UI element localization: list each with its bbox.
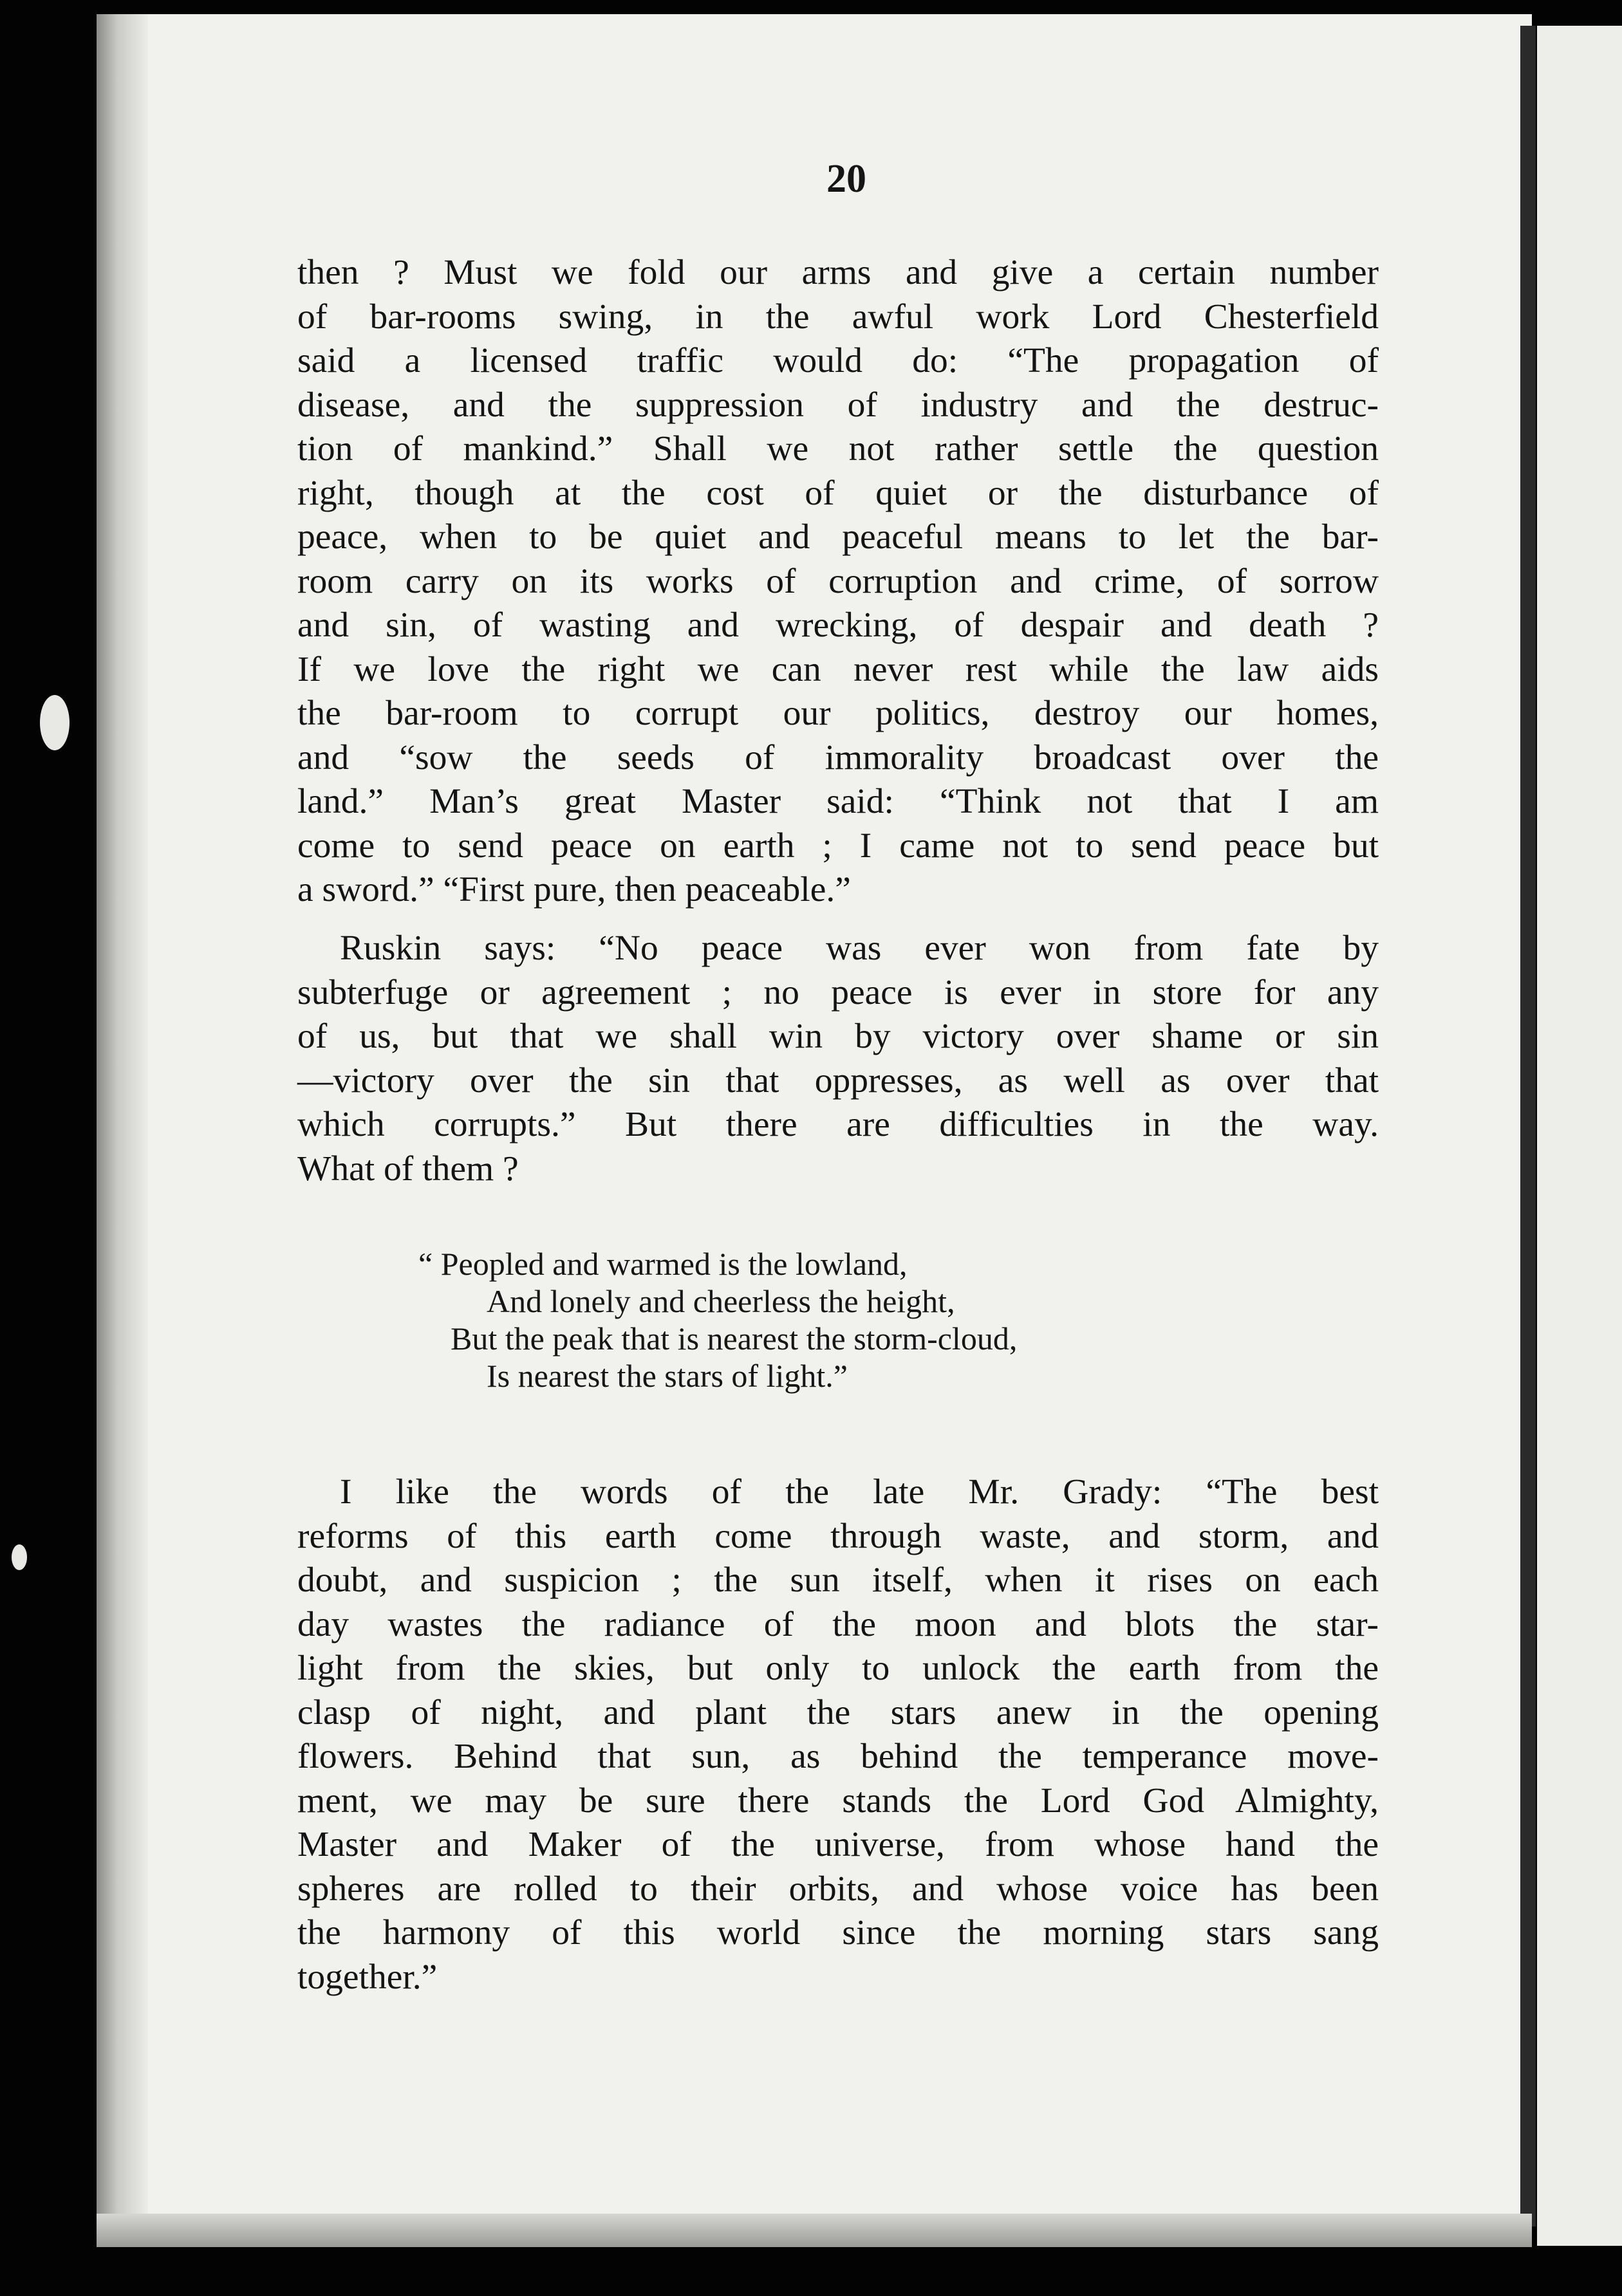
poem-line: “ Peopled and warmed is the lowland, <box>418 1246 908 1282</box>
text-line: flowers. Behind that sun, as behind the temperance move- <box>297 1737 1379 1776</box>
text-line: —victory over the sin that oppresses, as well as over that <box>297 1060 1379 1100</box>
text-line: of bar-rooms swing, in the awful work Lord Chesterfield <box>297 297 1379 337</box>
paragraph-2 <box>297 927 1379 1191</box>
text-line: doubt, and suspicion ; the sun itself, when it rises on each <box>297 1560 1379 1600</box>
text-line: the harmony of this world since the morning stars sang <box>297 1913 1379 1952</box>
text-line: said a licensed traffic would do: “The propagation of <box>297 341 1379 380</box>
poem-line: But the peak that is nearest the storm-cloud, <box>451 1320 1018 1356</box>
text-line: a sword.” “First pure, then peaceable.” <box>297 870 851 909</box>
adjacent-page-edge <box>1537 26 1622 2246</box>
text-line: clasp of night, and plant the stars anew in the opening <box>297 1692 1379 1732</box>
poem-line: And lonely and cheerless the height, <box>487 1283 955 1319</box>
text-line: the bar-room to corrupt our politics, destroy our homes, <box>297 694 1379 733</box>
text-line: If we love the right we can never rest while the law aids <box>297 649 1379 689</box>
text-line: come to send peace on earth ; I came not to send peace but <box>297 826 1379 866</box>
text-line: What of them ? <box>297 1149 519 1189</box>
text-line: and “sow the seeds of immorality broadcast over the <box>297 737 1379 777</box>
poem-quote <box>418 1245 1017 1394</box>
page-edge <box>1520 26 1536 2227</box>
scan-speck <box>12 1544 27 1570</box>
text-line: light from the skies, but only to unlock the earth from the <box>297 1649 1379 1688</box>
text-line: land.” Man’s great Master said: “Think not that I am <box>297 782 1379 821</box>
text-line: right, though at the cost of quiet or the disturbance of <box>297 473 1379 513</box>
text-line: Ruskin says: “No peace was ever won from fate by <box>340 929 1379 968</box>
poem-line: Is nearest the stars of light.” <box>487 1358 848 1394</box>
page-gutter-shadow <box>97 14 148 2247</box>
paragraph-1 <box>297 251 1379 912</box>
text-line: room carry on its works of corruption and crime, of sorrow <box>297 561 1379 601</box>
page-bottom-edge <box>97 2214 1532 2247</box>
text-line: together.” <box>297 1957 438 1997</box>
scan-speck <box>40 695 70 750</box>
page-number: 20 <box>826 157 866 201</box>
text-line: I like the words of the late Mr. Grady: “The best <box>340 1472 1379 1512</box>
text-line: spheres are rolled to their orbits, and whose voice has been <box>297 1869 1379 1909</box>
paragraph-3 <box>297 1470 1379 1999</box>
text-line: then ? Must we fold our arms and give a certain number <box>297 253 1379 292</box>
text-line: reforms of this earth come through waste, and storm, and <box>297 1516 1379 1556</box>
text-line: of us, but that we shall win by victory over shame or sin <box>297 1017 1379 1056</box>
text-line: disease, and the suppression of industry and the destruc- <box>297 385 1379 425</box>
text-line: and sin, of wasting and wrecking, of despair and death ? <box>297 606 1379 645</box>
text-line: day wastes the radiance of the moon and blots the star- <box>297 1604 1379 1644</box>
text-line: which corrupts.” But there are difficulties in the way. <box>297 1105 1379 1144</box>
text-line: ment, we may be sure there stands the Lord God Almighty, <box>297 1781 1379 1820</box>
text-line: subterfuge or agreement ; no peace is ever in store for any <box>297 972 1379 1012</box>
text-line: peace, when to be quiet and peaceful means to let the bar- <box>297 517 1379 557</box>
text-line: Master and Maker of the universe, from whose hand the <box>297 1825 1379 1864</box>
text-line: tion of mankind.” Shall we not rather settle the question <box>297 429 1379 468</box>
